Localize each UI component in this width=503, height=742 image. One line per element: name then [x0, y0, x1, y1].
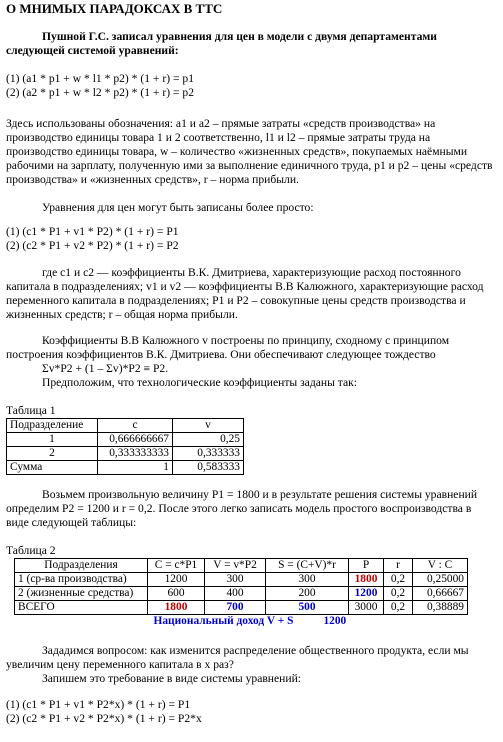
- table-cell: 0,2: [384, 601, 413, 615]
- simpler-paragraph: Уравнения для цен могут быть записаны более просто:: [42, 201, 314, 214]
- identity-formula: Σv*P2 + (1 – Σv)*P2 ≡ P2.: [42, 362, 169, 375]
- table-cell: 1200: [148, 573, 205, 587]
- table-cell: 0,2: [384, 573, 413, 587]
- table-header-cell: r: [384, 559, 413, 573]
- table-row: [7, 447, 244, 461]
- table-cell: Сумма: [7, 461, 98, 475]
- table-cell: 3000: [349, 601, 384, 615]
- table-row: [15, 587, 468, 601]
- table-cell: ВСЕГО: [15, 601, 148, 615]
- table-header-row: [15, 559, 468, 573]
- table-cell: 300: [266, 573, 349, 587]
- table-cell: 300: [205, 573, 266, 587]
- equation-block-1: [6, 72, 494, 100]
- table-header-cell: V : C: [413, 559, 468, 573]
- table-header-cell: V = v*P2: [205, 559, 266, 573]
- equation-line: (2) (c2 * P1 + v2 * P2*x) * (1 + r) = P2*x: [6, 712, 202, 725]
- table2-caption: Таблица 2: [6, 544, 56, 557]
- table-cell: 1200: [349, 587, 384, 601]
- equation-line: (1) (a1 * p1 + w * l1 * p2) * (1 + r) = p1: [6, 72, 195, 85]
- national-income-value: 1200: [323, 615, 347, 627]
- table-1: [6, 418, 244, 475]
- table-cell: 1 (ср-ва производства): [15, 573, 148, 587]
- table-cell: 2: [7, 447, 98, 461]
- table-cell: 0,38889: [413, 601, 468, 615]
- equation-line: (1) (c1 * P1 + v1 * P2*x) * (1 + r) = P1: [6, 698, 191, 711]
- table-header-cell: Подразделения: [15, 559, 148, 573]
- requirement-paragraph: Запишем это требование в виде системы уравнений:: [42, 672, 301, 685]
- table-header-row: [7, 419, 244, 433]
- kaluzhny-text: Коэффициенты В.В Калюжного v построены по принципу, сходному с принципом построения коэффициентов В.К. Дмитриева. Они обеспечивают следующее тождество: [6, 334, 450, 361]
- equation-line: (2) (c2 * P1 + v2 * P2) * (1 + r) = P2: [6, 239, 179, 252]
- table-cell: 0,333333333: [98, 447, 173, 461]
- table-cell: 0,666666667: [98, 433, 173, 447]
- second-paragraph: Возьмем произвольную величину P1 = 1800 и в результате решения системы уравнений определим P2 = 1200 и r = 0,2. После этого легко записать модель простого воспроизводства в виде следующей таблицы:: [6, 488, 478, 529]
- table-footer-row: [15, 615, 468, 629]
- kaluzhny-paragraph: [6, 334, 494, 390]
- table-cell: 0,2: [384, 587, 413, 601]
- table-cell: 0,583333: [173, 461, 244, 475]
- table-cell: 0,25000: [413, 573, 468, 587]
- page-title: О МНИМЫХ ПАРАДОКСАХ В ТТС: [6, 1, 223, 16]
- national-income-label: [148, 615, 384, 629]
- table-cell: 1800: [148, 601, 205, 615]
- equation-block-2: [6, 225, 494, 253]
- table-header-cell: Подразделение: [7, 419, 98, 433]
- table-cell: 1: [7, 433, 98, 447]
- table-cell: 1: [98, 461, 173, 475]
- table-cell: 700: [205, 601, 266, 615]
- table-cell: 200: [266, 587, 349, 601]
- table-cell: 0,333333: [173, 447, 244, 461]
- table-row: [15, 573, 468, 587]
- table-cell: 1800: [349, 573, 384, 587]
- national-income-text: Национальный доход V + S: [153, 615, 294, 627]
- table-row: [7, 433, 244, 447]
- equation-line: (1) (c1 * P1 + v1 * P2) * (1 + r) = P1: [6, 225, 179, 238]
- coefficients-paragraph: где c1 и c2 — коэффициенты В.К. Дмитриева, характеризующие расход постоянного капитала в подразделениях; v1 и v2 — коэффициенты В.В Калюжного, характеризующие расход переменного капитала в подразделениях; P1 и P2 – совокупные цены средств производства и жизненных средств; r – общая норма прибыли.: [6, 266, 484, 321]
- table1-caption: Таблица 1: [6, 404, 56, 417]
- table-header-cell: S = (C+V)*r: [266, 559, 349, 573]
- table-cell: 500: [266, 601, 349, 615]
- question-paragraph: Зададимся вопросом: как изменится распределение общественного продукта, если мы увеличим цену переменного капитала в x раз?: [6, 644, 469, 671]
- intro-paragraph: Пушной Г.С. записал уравнения для цен в модели с двумя департаментами следующей системой уравнений:: [6, 30, 437, 57]
- table-header-cell: C = c*P1: [148, 559, 205, 573]
- table-cell: 400: [205, 587, 266, 601]
- table-cell: 0,25: [173, 433, 244, 447]
- equation-line: (2) (a2 * p1 + w * l2 * p2) * (1 + r) = p2: [6, 86, 195, 99]
- table-header-cell: P: [349, 559, 384, 573]
- table-header-cell: c: [98, 419, 173, 433]
- table-cell: 600: [148, 587, 205, 601]
- table-cell: 0,66667: [413, 587, 468, 601]
- table-2: [14, 558, 468, 628]
- table-row: [15, 601, 468, 615]
- assumption-text: Предположим, что технологические коэффициенты заданы так:: [42, 376, 357, 389]
- table-row: [7, 461, 244, 475]
- notation-paragraph: Здесь использованы обозначения: a1 и a2 – прямые затраты «средств производства» на производство единицы товара 1 и 2 соответственно, l1 и l2 – прямые затраты труда на производство единицы товара, w – количество «жизненных средств», покупаемых наёмными рабочими на зарплату, полученную ими за выполнение единичного труда, p1 и p2 – цены «средств производства» и «жизненных средств», r – норма прибыли.: [6, 117, 493, 186]
- equation-block-3: [6, 698, 494, 726]
- table-header-cell: v: [173, 419, 244, 433]
- table-cell: 2 (жизненные средства): [15, 587, 148, 601]
